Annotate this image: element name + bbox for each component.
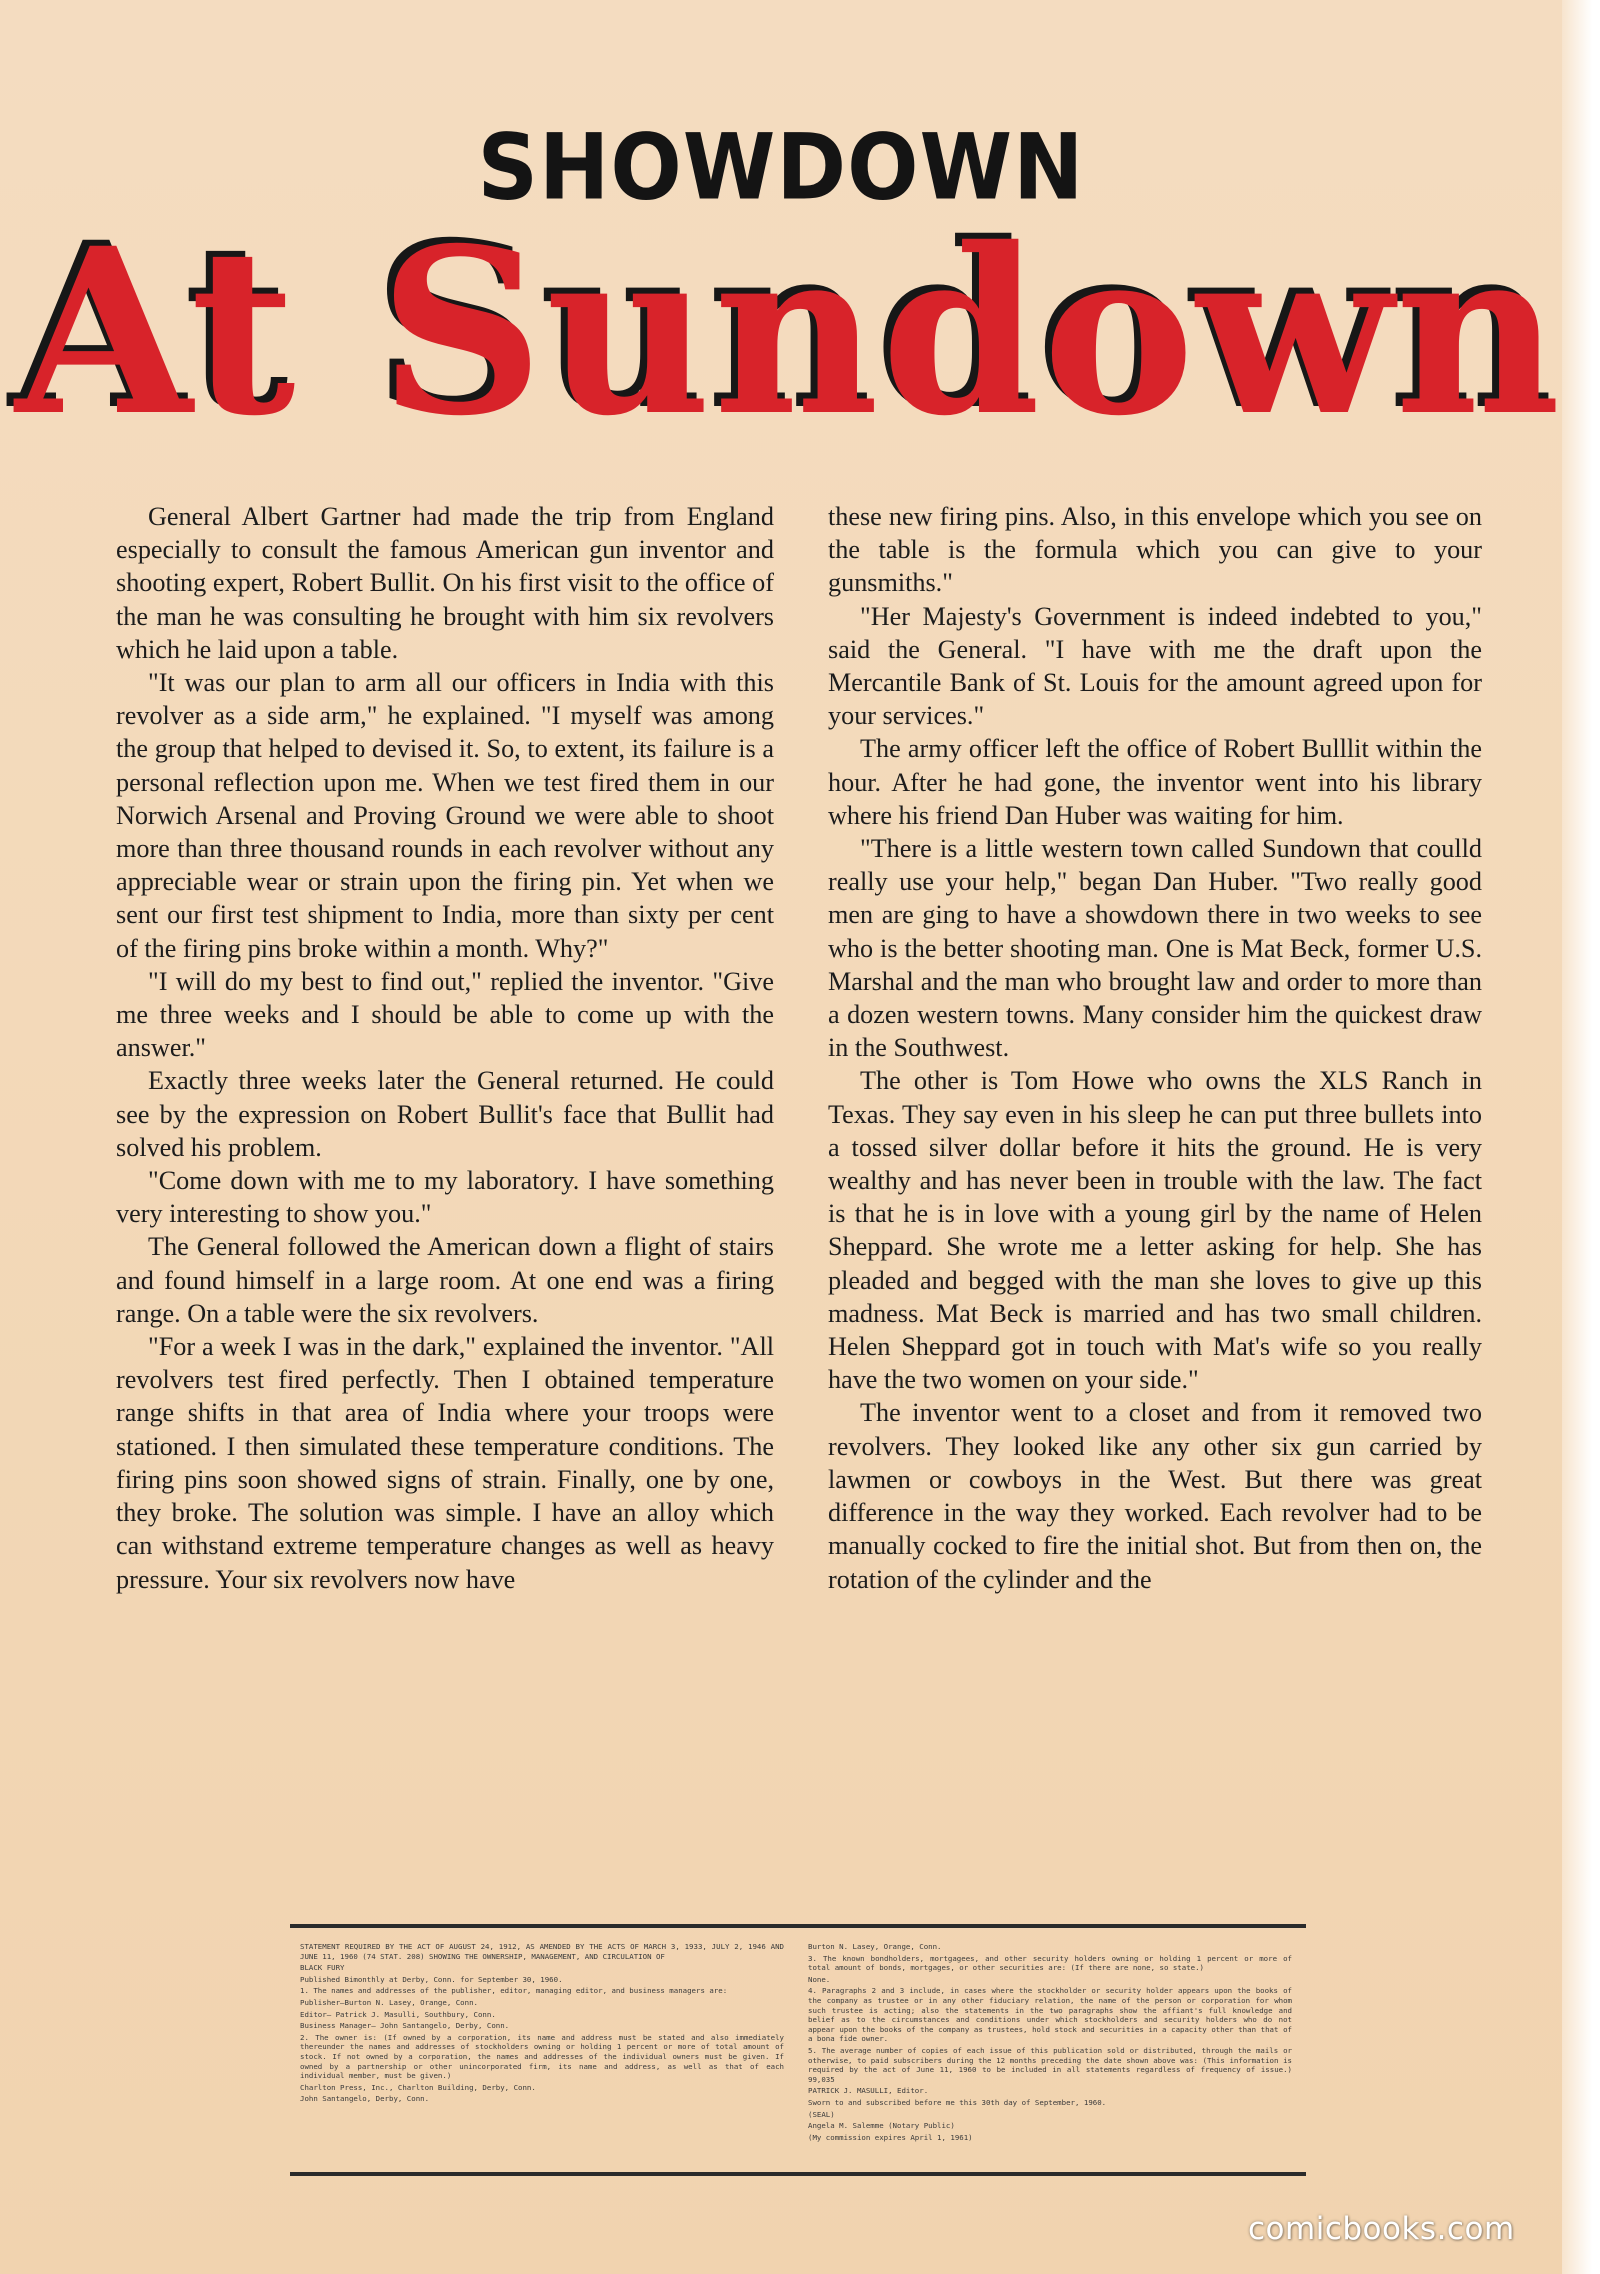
story-paragraph: The General followed the American down a flight of stairs and found himself in a large room. At one end was a firing range. On a table were the six revolvers.	[116, 1232, 774, 1328]
statement-line: Angela M. Salemme (Notary Public)	[808, 2121, 955, 2131]
statement-line: Published Bimonthly at Derby, Conn. for September 30, 1960.	[300, 1974, 563, 1984]
title-headline: At Sundown	[15, 198, 1563, 466]
statement-line: 3. The known bondholders, mortgagees, and other security holders owning or holding 1 percent or more of total amount of bonds, mortgages, or other securities are: (If there are none, so state.)	[808, 1953, 1292, 1973]
ownership-statement	[290, 1924, 1306, 2176]
statement-line: PATRICK J. MASULLI, Editor.	[808, 2086, 929, 2096]
story-paragraph-continuation: these new firing pins. Also, in this envelope which you see on the table is the formula which you can give to your gunsmiths."	[828, 502, 1482, 598]
story-paragraph: "It was our plan to arm all our officers in India with this revolver as a side arm," he explained. "I myself was among the group that helped to devised it. So, to extent, its failure is a personal reflection upon me. When we test fired them in our Norwich Arsenal and Proving Ground we were able to shoot more than three thousand rounds in each revolver without any appreciable wear or strain upon the firing pin. Yet when we sent our first test shipment to India, more than sixty per cent of the firing pins broke within a month. Why?"	[116, 668, 774, 963]
statement-line: 1. The names and addresses of the publisher, editor, managing editor, and business managers are:	[300, 1986, 728, 1996]
statement-line: John Santangelo, Derby, Conn.	[300, 2094, 430, 2104]
statement-column-left	[300, 1942, 784, 2170]
statement-line: Publisher—Burton N. Lasey, Orange, Conn.	[300, 1997, 478, 2007]
statement-line: BLACK FURY	[300, 1963, 345, 1973]
statement-line: (My commission expires April 1, 1961)	[808, 2132, 973, 2142]
story-column-left	[116, 500, 774, 1596]
story-paragraph: "For a week I was in the dark," explained the inventor. "All revolvers test fired perfectly. Then I obtained temperature range shifts in that area of India where your troops were stationed. I then simulated these temperature conditions. The firing pins soon showed signs of strain. Finally, one by one, they broke. The solution was simple. I have an alloy which can withstand extreme temperature changes as well as heavy pressure. Your six revolvers now have	[116, 1332, 774, 1594]
story-column-right	[828, 500, 1482, 1596]
statement-line: 2. The owner is: (If owned by a corporation, its name and address must be stated and also immediately thereunder the names and addresses of stockholders owning or holding 1 percent or more of total amount of stock. If not owned by a corporation, the names and addresses of the individual owners must be given. If owned by a partnership or other unincorporated firm, its name and address, as well as that of each individual member, must be given.)	[300, 2032, 784, 2081]
statement-line: Business Manager— John Santangelo, Derby, Conn.	[300, 2021, 510, 2031]
story-paragraph: "There is a little western town called Sundown that coulld really use your help," began Dan Huber. "Two really good men are ging to have a showdown there in two weeks to see who is the better shooting man. One is Mat Beck, former U.S. Marshal and the man who brought law and order to more than a dozen western towns. Many consider him the quickest draw in the Southwest.	[828, 834, 1482, 1063]
statement-line: Burton N. Lasey, Orange, Conn.	[808, 1942, 942, 1951]
statement-line: Sworn to and subscribed before me this 30th day of September, 1960.	[808, 2097, 1107, 2107]
story-paragraph: "Her Majesty's Government is indeed indebted to you," said the General. "I have with me the draft upon the Mercantile Bank of St. Louis for the amount agreed upon for your services."	[828, 601, 1482, 731]
statement-line: STATEMENT REQUIRED BY THE ACT OF AUGUST 24, 1912, AS AMENDED BY THE ACTS OF MARCH 3, 1933, JULY 2, 1946 AND JUNE 11, 1960 (74 STAT. 208) SHOWING THE OWNERSHIP, MANAGEMENT, AND CIRCULATION OF	[300, 1942, 784, 1961]
title-kicker: SHOWDOWN	[477, 114, 1085, 220]
statement-line: 4. Paragraphs 2 and 3 include, in cases where the stockholder or security holder appears upon the books of the company as trustee or in any other fiduciary relation, the name of the person or corporation for whom such trustee is acting; also the statements in the two paragraphs show the affiant's full knowledge and belief as to the circumstances and conditions under which stockholders and security holders who do not appear upon the books of the company as trustees, hold stock and securities in a capacity other than that of a bona fide owner.	[808, 1986, 1292, 2044]
story-paragraph: The other is Tom Howe who owns the XLS Ranch in Texas. They say even in his sleep he can put three bullets into a tossed silver dollar before it hits the ground. He is very wealthy and has never been in trouble with the law. The fact is that he is in love with a young girl by the name of Helen Sheppard. She wrote me a letter asking for help. She has pleaded and begged with the man she loves to give up this madness. Mat Beck is married and has two small children. Helen Sheppard got in touch with Mat's wife so you really have the two women on your side."	[828, 1066, 1482, 1395]
statement-line: None.	[808, 1974, 831, 1984]
site-watermark: comicbooks.com	[1248, 2211, 1515, 2247]
statement-line: (SEAL)	[808, 2109, 835, 2119]
story-paragraph: The army officer left the office of Robert Bulllit within the hour. After he had gone, the inventor went into his library where his friend Dan Huber was waiting for him.	[828, 734, 1482, 830]
statement-column-right	[808, 1942, 1292, 2170]
story-paragraph: "I will do my best to find out," replied the inventor. "Give me three weeks and I should be able to come up with the answer."	[116, 966, 774, 1063]
statement-line: Editor— Patrick J. Masulli, Southbury, Conn.	[300, 2009, 496, 2019]
story-paragraph: Exactly three weeks later the General returned. He could see by the expression on Robert Bullit's face that Bullit had solved his problem.	[116, 1066, 774, 1162]
statement-line: Charlton Press, Inc., Charlton Building, Derby, Conn.	[300, 2082, 536, 2092]
statement-line: 5. The average number of copies of each issue of this publication sold or distributed, through the mails or otherwise, to paid subscribers during the 12 months preceding the date shown above was: (This information is required by the act of June 11, 1960 to be included in all statements regardless of frequency of issue.) 99,035	[808, 2045, 1292, 2084]
story-paragraph: "Come down with me to my laboratory. I have something very interesting to show you."	[116, 1166, 774, 1229]
story-paragraph: The inventor went to a closet and from it removed two revolvers. They looked like any other six gun carried by lawmen or cowboys in the West. But there was great difference in the way they worked. Each revolver had to be manually cocked to fire the initial shot. But from then on, the rotation of the cylinder and the	[828, 1398, 1482, 1594]
story-paragraph: General Albert Gartner had made the trip from England especially to consult the famous American gun inventor and shooting expert, Robert Bullit. On his first visit to the office of the man he was consulting he brought with him six revolvers which he laid upon a table.	[116, 502, 774, 664]
